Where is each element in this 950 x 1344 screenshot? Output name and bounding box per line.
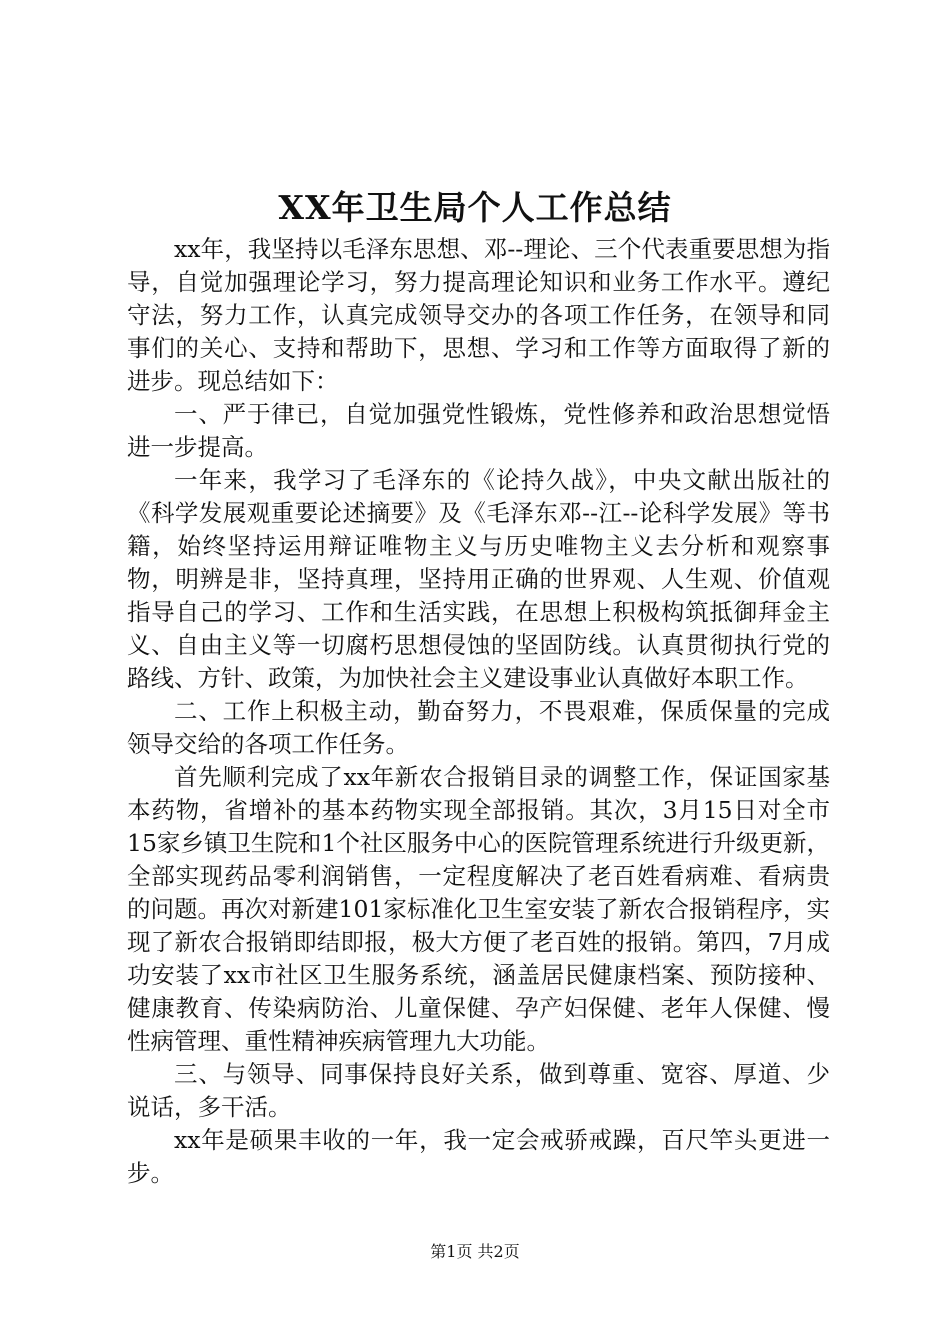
document-title: XX年卫生局个人工作总结 [278, 188, 672, 227]
paragraph-section-1-body: 一年来，我学习了毛泽东的《论持久战》，中央文献出版社的《科学发展观重要论述摘要》及《毛泽东邓--江--论科学发展》等书籍，始终坚持运用辩证唯物主义与历史唯物主义去分析和观察事物，明辨是非，坚持真理，坚持用正确的世界观、人生观、价值观指导自己的学习、工作和生活实践，在思想上积极构筑抵御拜金主义、自由主义等一切腐朽思想侵蚀的坚固防线。认真贯彻执行党的路线、方针、政策，为加快社会主义建设事业认真做好本职工作。 [127, 466, 830, 692]
document-body [127, 233, 830, 1190]
paragraph-section-2-heading: 二、工作上积极主动，勤奋努力，不畏艰难，保质保量的完成领导交给的各项工作任务。 [127, 697, 830, 758]
page-number-footer: 第1页 共2页 [430, 1242, 520, 1261]
paragraph-section-1-heading: 一、严于律已，自觉加强党性锻炼，党性修养和政治思想觉悟进一步提高。 [127, 400, 830, 461]
paragraph-conclusion: xx年是硕果丰收的一年，我一定会戒骄戒躁，百尺竿头更进一步。 [127, 1126, 830, 1187]
paragraph-intro: xx年，我坚持以毛泽东思想、邓--理论、三个代表重要思想为指导，自觉加强理论学习，努力提高理论知识和业务工作水平。遵纪守法，努力工作，认真完成领导交办的各项工作任务，在领导和同事们的关心、支持和帮助下，思想、学习和工作等方面取得了新的进步。现总结如下： [127, 235, 830, 395]
paragraph-section-3-heading: 三、与领导、同事保持良好关系，做到尊重、宽容、厚道、少说话，多干活。 [127, 1060, 830, 1121]
paragraph-section-2-body: 首先顺利完成了xx年新农合报销目录的调整工作，保证国家基本药物，省增补的基本药物实现全部报销。其次，3月15日对全市15家乡镇卫生院和1个社区服务中心的医院管理系统进行升级更新，全部实现药品零利润销售，一定程度解决了老百姓看病难、看病贵的问题。再次对新建101家标准化卫生室安装了新农合报销程序，实现了新农合报销即结即报，极大方便了老百姓的报销。第四，7月成功安装了xx市社区卫生服务系统，涵盖居民健康档案、预防接种、健康教育、传染病防治、儿童保健、孕产妇保健、老年人保健、慢性病管理、重性精神疾病管理九大功能。 [127, 763, 830, 1055]
